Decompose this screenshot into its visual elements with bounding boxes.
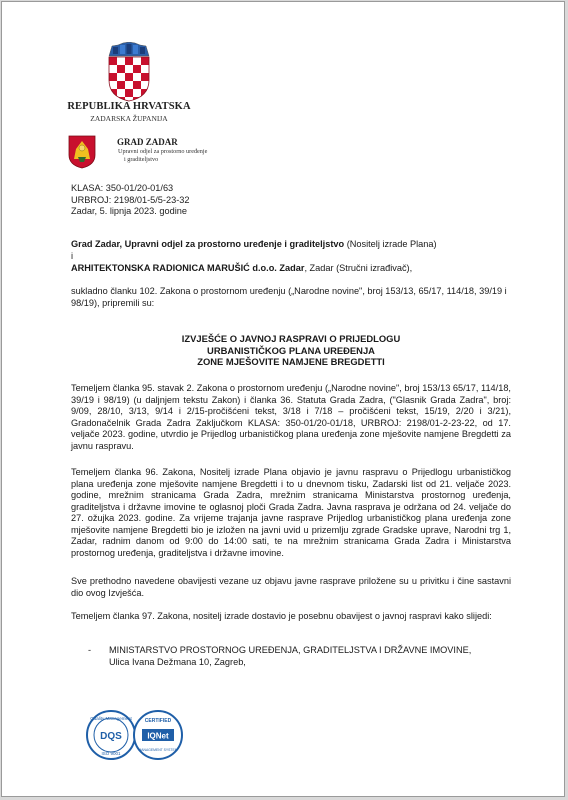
checkerboard-shield [109, 57, 149, 102]
plan-maker-line [71, 263, 511, 275]
urbroj-line: URBROJ: 2198/01-5/5-23-32 [71, 194, 190, 205]
report-title [71, 333, 511, 368]
logo2-mark: IQNet [147, 731, 169, 741]
paragraph-1: Temeljem članka 95. stavak 2. Zakona o prostornom uređenju („Narodne novine", broj 153/13 65/17, 114/18, 39/19 i 98/19) (u daljnjem tekstu Zakon) i članka 36. Statuta Grada Zadra, ("Glasnik Grada Zadra", broj: 9/09, 28/10, 3/13, 9/14 i 2/15-pročišćeni tekst, 3/18 i 7/18 – pročišćeni tekst, 15/19, 2/20 i 3/21), Gradonačelnik Grada Zadra Zaključkom KLASA: 350-01/20-01/18, URBROJ: 2198/01-2-23-22, od 17. veljače 2023. godine, utvrdio je Prijedlog urbanističkog plana uređenja zone mješovite namjene Bregdetti za javnu raspravu. [71, 383, 511, 451]
plan-holder-name: Grad Zadar, Upravni odjel za prostorno uređenje i graditeljstvo [71, 239, 345, 249]
department-name [118, 148, 214, 163]
document-page [1, 1, 565, 797]
logo2-caption: CERTIFIED [144, 718, 172, 724]
logo1-mark: DQS [100, 731, 122, 742]
iqnet-certification-logo [132, 709, 184, 761]
dqs-certification-logo [85, 709, 137, 761]
zadar-coat-of-arms [68, 135, 96, 169]
report-title-line-3: ZONE MJEŠOVITE NAMJENE BREGDETTI [197, 356, 385, 367]
date-line: Zadar, 5. lipnja 2023. godine [71, 206, 187, 216]
list-item-line-2: Ulica Ivana Dežmana 10, Zagreb, [109, 656, 246, 667]
plan-maker-name: ARHITEKTONSKA RADIONICA MARUŠIĆ d.o.o. Zadar [71, 263, 305, 273]
logo1-caption: Quality Management [90, 716, 132, 721]
paragraph-2: Temeljem članka 96. Zakona, Nositelj izrade Plana objavio je javnu raspravu o Prijedlogu urbanističkog plana uređenja zone mješovite namjene Bregdetti i to u dnevnom tisku, Zadarski list od 21. veljače 2023. godine, mrežnim stranicama Grada Zadra, mrežnim stranicama Ministarstva prostornog uređenja, graditeljstva i državne imovine te oglasnoj ploči Grada Zadra. Javna rasprava je održana od 24. veljače do 27. ožujka 2023. godine. Za vrijeme trajanja javne rasprave Prijedlog urbanističkog plana uređenja zone mješovite namjene Bregdetti bio je izložen na javni uvid u prizemlju zgrade Gradske uprave, Narodni trg 1, Zadar, radnim danom od 9:00 do 14:00 sati, te na mrežnim stranicama Grada Zadra i Ministarstva prostornog uređenja, graditeljstva i državne imovine. [71, 467, 511, 558]
county-name: ZADARSKA ŽUPANIJA [90, 114, 168, 123]
department-line-1: Upravni odjel za prostorno uređenje [118, 148, 208, 155]
crown-icon [109, 42, 149, 56]
city-title: GRAD ZADAR [117, 137, 178, 147]
logo1-standard: ISO 9001 [101, 751, 121, 756]
reference-block [71, 183, 189, 218]
klasa-line: KLASA: 350-01/20-01/63 [71, 183, 174, 193]
country-title: REPUBLIKA HRVATSKA [67, 101, 191, 112]
paragraph-3: Sve prethodno navedene obavijesti vezane uz objavu javne rasprave priložene su u privitku i čine sastavni dio ovog Izvješća. [71, 576, 511, 598]
conjunction: i [71, 251, 74, 261]
report-title-line-2: URBANISTIČKOG PLANA UREĐENJA [207, 344, 375, 356]
plan-holder-role: (Nositelj izrade Plana) [344, 239, 437, 249]
intro-paragraph: sukladno članku 102. Zakona o prostornom uređenju („Narodne novine", broj 153/13, 65/17, 114/18, 39/19 i 98/19), pripremili su: [71, 286, 507, 308]
plan-holder-line [71, 239, 511, 251]
report-title-line-1: IZVJEŠĆE O JAVNOJ RASPRAVI O PRIJEDLOGU [181, 333, 401, 344]
paragraph-4: Temeljem članka 97. Zakona, nositelj izrade dostavio je posebnu obavijest o javnoj raspravi kako slijedi: [71, 611, 492, 621]
list-item [109, 645, 519, 668]
croatia-coat-of-arms [106, 42, 152, 102]
logo2-subcaption: MANAGEMENT SYSTEM [138, 748, 178, 752]
list-item-line-1: MINISTARSTVO PROSTORNOG UREĐENJA, GRADITELJSTVA I DRŽAVNE IMOVINE, [109, 645, 472, 655]
list-bullet: - [88, 645, 92, 655]
department-line-2: i graditeljstvo [124, 155, 159, 163]
plan-maker-role: , Zadar (Stručni izrađivač), [304, 263, 413, 273]
